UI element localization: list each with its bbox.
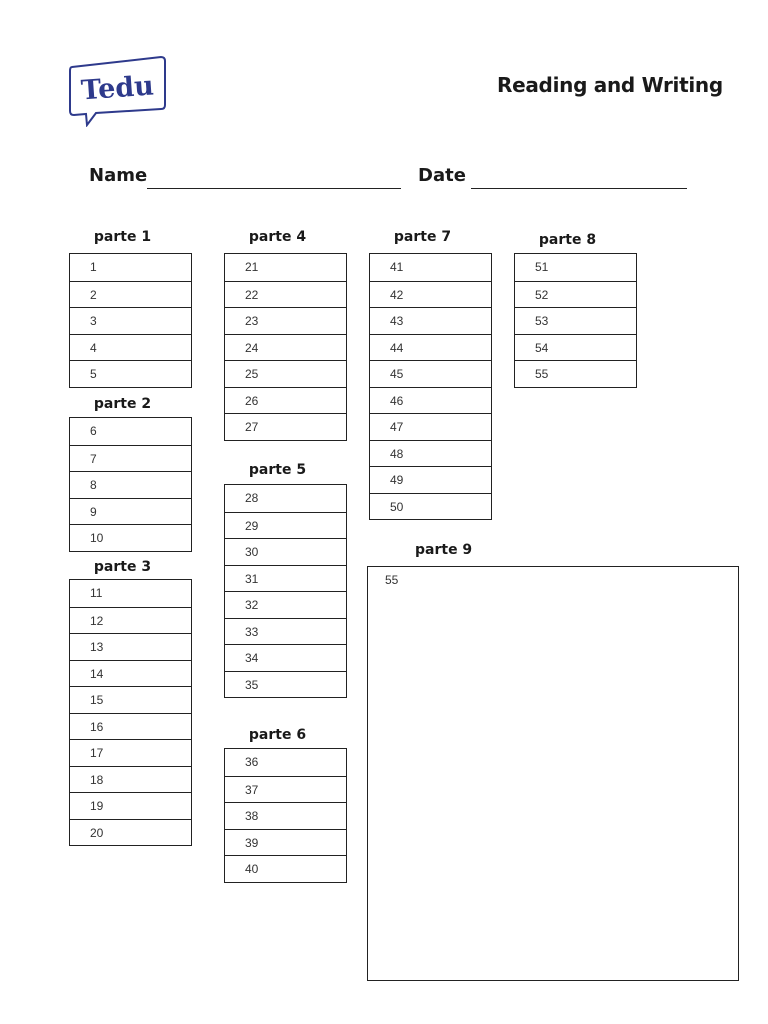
answer-row[interactable]: 20	[70, 819, 191, 846]
section-title: parte 4	[248, 229, 307, 245]
essay-number: 55	[385, 573, 399, 587]
answer-row[interactable]: 39	[225, 829, 346, 856]
answer-row[interactable]: 44	[370, 334, 491, 361]
answer-row[interactable]: 30	[225, 538, 346, 565]
answer-row[interactable]: 31	[225, 565, 346, 592]
answer-list	[69, 417, 192, 552]
section-title: parte 8	[538, 232, 597, 248]
answer-row[interactable]: 17	[70, 739, 191, 766]
answer-list	[224, 484, 347, 698]
answer-row[interactable]: 32	[225, 591, 346, 618]
answer-row[interactable]: 27	[225, 413, 346, 440]
answer-row[interactable]: 51	[535, 260, 549, 274]
answer-row[interactable]: 54	[515, 334, 636, 361]
answer-row[interactable]: 2	[70, 281, 191, 308]
section-title: parte 1	[93, 229, 152, 245]
answer-row[interactable]: 24	[225, 334, 346, 361]
answer-row[interactable]: 25	[225, 360, 346, 387]
essay-answer-box[interactable]	[367, 566, 739, 981]
answer-row[interactable]: 11	[90, 586, 103, 600]
section-title: parte 7	[393, 229, 452, 245]
answer-row[interactable]: 48	[370, 440, 491, 467]
section-title: parte 5	[248, 462, 307, 478]
answer-list	[69, 579, 192, 846]
answer-row[interactable]: 26	[225, 387, 346, 414]
answer-row[interactable]: 38	[225, 802, 346, 829]
answer-row[interactable]: 6	[90, 424, 97, 438]
answer-row[interactable]: 23	[225, 307, 346, 334]
answer-row[interactable]: 36	[245, 755, 259, 769]
answer-row[interactable]: 41	[390, 260, 404, 274]
answer-list	[69, 253, 192, 388]
answer-row[interactable]: 49	[370, 466, 491, 493]
answer-row[interactable]: 53	[515, 307, 636, 334]
logo-text: Tedu	[80, 70, 155, 107]
answer-row[interactable]: 33	[225, 618, 346, 645]
answer-row[interactable]: 22	[225, 281, 346, 308]
answer-row[interactable]: 10	[70, 524, 191, 551]
answer-row[interactable]: 19	[70, 792, 191, 819]
page-title: Reading and Writing	[497, 73, 723, 97]
answer-row[interactable]: 37	[225, 776, 346, 803]
section-title: parte 2	[93, 396, 152, 412]
answer-row[interactable]: 52	[515, 281, 636, 308]
answer-row[interactable]: 13	[70, 633, 191, 660]
section-title: parte 6	[248, 727, 307, 743]
answer-row[interactable]: 14	[70, 660, 191, 687]
answer-row[interactable]: 21	[245, 260, 259, 274]
answer-row[interactable]: 18	[70, 766, 191, 793]
answer-list	[224, 748, 347, 883]
tedu-logo	[69, 55, 166, 117]
answer-list	[514, 253, 637, 388]
answer-row[interactable]: 55	[515, 360, 636, 387]
date-label: Date	[418, 165, 466, 186]
answer-row[interactable]: 4	[70, 334, 191, 361]
essay-section-title: parte 9	[415, 542, 473, 558]
answer-row[interactable]: 29	[225, 512, 346, 539]
answer-row[interactable]: 50	[370, 493, 491, 520]
name-label: Name	[89, 165, 148, 186]
answer-row[interactable]: 28	[245, 491, 259, 505]
answer-row[interactable]: 9	[70, 498, 191, 525]
answer-row[interactable]: 45	[370, 360, 491, 387]
answer-row[interactable]: 7	[70, 445, 191, 472]
answer-row[interactable]: 3	[70, 307, 191, 334]
answer-row[interactable]: 16	[70, 713, 191, 740]
answer-list	[224, 253, 347, 441]
answer-row[interactable]: 46	[370, 387, 491, 414]
answer-row[interactable]: 40	[225, 855, 346, 882]
date-field[interactable]	[471, 188, 687, 189]
name-field[interactable]	[147, 188, 401, 189]
section-title: parte 3	[93, 559, 152, 575]
answer-row[interactable]: 5	[70, 360, 191, 387]
answer-list	[369, 253, 492, 520]
answer-row[interactable]: 43	[370, 307, 491, 334]
answer-row[interactable]: 42	[370, 281, 491, 308]
answer-row[interactable]: 35	[225, 671, 346, 698]
answer-row[interactable]: 47	[370, 413, 491, 440]
answer-row[interactable]: 12	[70, 607, 191, 634]
answer-row[interactable]: 15	[70, 686, 191, 713]
answer-row[interactable]: 1	[90, 260, 97, 274]
answer-row[interactable]: 34	[225, 644, 346, 671]
answer-row[interactable]: 8	[70, 471, 191, 498]
